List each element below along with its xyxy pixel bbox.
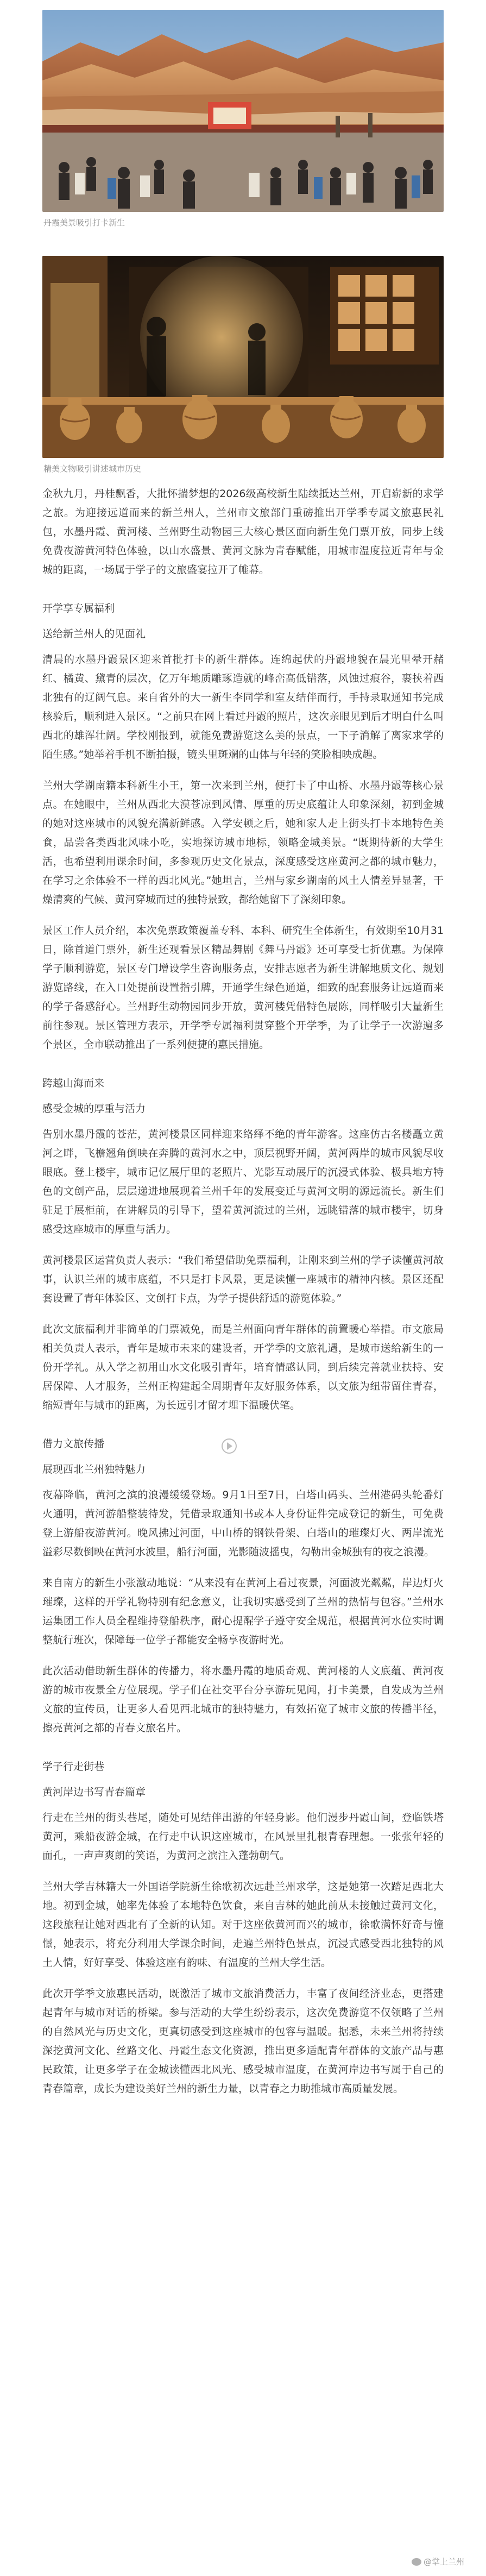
section-heading: 开学享专属福利 [42,602,115,614]
section-paragraph: 此次开学季文旅惠民活动，既激活了城市文旅消费活力，丰富了夜间经济业态，更搭建起青年与城市对话的桥梁。参与活动的大学生纷纷表示，这次免费游览不仅领略了兰州的自然风光与历史文化，更真切感受到这座城市的包容与温暖。据悉，未来兰州将持续深挖黄河文化、丝路文化、丹霞生态文化资源，推出更多适配青年群体的文旅产品与惠民政策，让更多学子在金城读懂西北风光、感受城市温度，在黄河岸边书写属于自己的青春篇章，成长为建设美好兰州的新生力量，以青春之力助推城市高质量发展。 [42,1988,444,2095]
section-paragraph: 兰州大学吉林籍大一外国语学院新生徐歌初次远赴兰州求学，这是她第一次踏足西北大地。初到金城，她率先体验了本地特色饮食，来自吉林的她此前从未接触过黄河文化，这段旅程让她对西北有了全新的认知。对于这座依黄河而兴的城市，徐歌满怀好奇与憧憬，她表示，将充分利用大学课余时间，走遍兰州特色景点，沉浸式感受西北独特的风土人情，好好享受、体验这座有韵味、有温度的兰州大学生活。 [42,1881,444,1969]
section-paragraph: 兰州大学湖南籍本科新生小王，第一次来到兰州，便打卡了中山桥、水墨丹霞等核心景点。在她眼中，兰州从西北大漠苍凉到风情、厚重的历史底蕴让人印象深刻，初到金城的她对这座城市的风貌充满新鲜感。入学安顿之后，她和家人走上街头打卡本地特色美食，品尝各类西北风味小吃，实地探访城市地标，领略金城美景。“既期待新的大学生活，也希望利用课余时间，多参观历史文化景点，深度感受这座黄河之都的城市魅力，在学习之余体验不一样的西北风光。”她坦言，兰州与家乡湖南的风土人情差异显著，干燥清爽的气候、黄河穿城而过的独特景致，都给她留下了深刻印象。 [42,780,444,906]
section-paragraph [42,1320,444,1415]
section-heading: 跨越山海而来 [42,1077,105,1089]
section-paragraph-text: 此次文旅福利并非简单的门票减免，而是兰州面向青年群体的前置暖心举措。市文旅局相关负责人表示，青年是城市未来的建设者，开学季的文旅礼遇，是城市送给新生的一份开学礼。从入学之初用山水文化吸引青年，培育情感认同，到后续完善就业扶持、安居保障、人才服务，兰州正构建起全周期青年友好服务体系，以文旅为纽带留住青春，缩短青年与城市的距离，为长远引才留才埋下温暖伏笔。 [42,1323,444,1411]
section-heading: 借力文旅传播 [42,1438,105,1450]
section-paragraph: 清晨的水墨丹霞景区迎来首批打卡的新生群体。连绵起伏的丹霞地貌在晨光里晕开赭红、橘黄、黛青的层次，亿万年地质雕琢造就的峰峦高低错落，风蚀过痕谷，裹挟着西北独有的辽阔气息。来自省外的大一新生李同学和室友结伴而行，手持录取通知书完成核验后，顺利进入景区。“之前只在网上看过丹霞的照片，这次亲眼见到后才明白什么叫西北的雄浑壮阔。学校刚报到，就能免费游览这么美的景点，一下子消解了离家求学的陌生感。”她举着手机不断拍摄，镜头里斑斓的山体与年轻的笑脸相映成趣。 [42,654,444,761]
section-paragraph: 此次活动借助新生群体的传播力，将水墨丹霞的地质奇观、黄河楼的人文底蕴、黄河夜游的城市夜景全方位展现。学子们在社交平台分享游玩见闻，打卡美景，自发成为兰州文旅的宣传员，让更多人看见西北城市的独特魅力，有效拓宽了城市文旅的传播半径，擦亮黄河之都的青春文旅名片。 [42,1665,444,1734]
danxia-landscape-image [42,10,444,212]
section-subheading: 黄河岸边书写青春篇章 [42,1786,146,1798]
source-watermark [412,2556,464,2567]
danxia-photo [42,10,444,212]
section-subheading: 展现西北兰州独特魅力 [42,1463,146,1475]
section-paragraph: 行走在兰州的街头巷尾，随处可见结伴出游的年轻身影。他们漫步丹霞山间，登临铁塔黄河，乘船夜游金城，在行走中认识这座城市，在风景里扎根青春理想。一张张年轻的面孔，一声声爽朗的笑语，为黄河之滨注入蓬勃朝气。 [42,1812,444,1862]
museum-photo [42,256,444,458]
photo-caption-1: 丹霞美景吸引打卡新生 [43,218,125,228]
museum-artifacts-image [42,256,444,458]
weibo-icon [412,2558,421,2566]
section-paragraph: 景区工作人员介绍，本次免票政策覆盖专科、本科、研究生全体新生，有效期至10月31日，除首道门票外，新生还观看景区精品舞剧《舞马丹霞》还可享受七折优惠。为保障学子顺利游览，景区专门增设学生咨询服务点，安排志愿者为新生讲解地质文化、规划游览路线，在入口处提前设置指引牌，开通学生绿色通道，细致的配套服务让远道而来的学子备感舒心。兰州野生动物园同步开放，黄河楼凭借特色展陈，同样吸引大量新生前往参观。景区管理方表示，开学季专属福利贯穿整个开学季，为了让学子一次游遍多个景区，全市联动推出了一系列便捷的惠民措施。 [42,925,444,1051]
section-paragraph: 黄河楼景区运营负责人表示：“我们希望借助免票福利，让刚来到兰州的学子读懂黄河故事，认识兰州的城市底蕴，不只是打卡风景，更是读懂一座城市的精神内核。景区还配套设置了青年体验区、文创打卡点，为学子提供舒适的游览体验。” [42,1254,444,1304]
intro-paragraph: 金秋九月，丹桂飘香，大批怀揣梦想的2026级高校新生陆续抵达兰州，开启崭新的求学之旅。为迎接远道而来的新兰州人，兰州市文旅部门重磅推出开学季专属文旅惠民礼包，水墨丹霞、黄河楼、兰州野生动物园三大核心景区面向新生免门票开放，同步上线免费夜游黄河特色体验，以山水盛景、黄河文脉为青春赋能，用城市温度拉近青年与金城的距离，一场属于学子的文旅盛宴拉开了帷幕。 [42,488,444,576]
section-paragraph: 告别水墨丹霞的苍茫，黄河楼景区同样迎来络绎不绝的青年游客。这座仿古名楼矗立黄河之畔，飞檐翘角倒映在奔腾的黄河水之中，顶层视野开阔，黄河两岸的城市风貌尽收眼底。登上楼宇，城市记忆展厅里的老照片、光影互动展厅的沉浸式体验、极具地方特色的文创产品，层层递进地展现着兰州千年的发展变迁与黄河文明的源远流长。新生们驻足于展柜前，在讲解员的引导下，望着黄河流过的兰州，远眺错落的城市楼宇，切身感受这座城市的厚重与活力。 [42,1128,444,1235]
section-subheading: 感受金城的厚重与活力 [42,1103,146,1115]
section-paragraph: 来自南方的新生小张激动地说：“从来没有在黄河上看过夜景，河面波光粼粼，岸边灯火璀璨，这样的开学礼物特别有纪念意义，让我切实感受到了兰州的热情与包容。”兰州水运集团工作人员全程维持登船秩序，耐心提醒学子遵守安全规范，根据黄河水位实时调整航行班次，保障每一位学子都能安全畅享夜游时光。 [42,1577,444,1646]
section-paragraph: 夜幕降临，黄河之滨的浪漫缓缓登场。9月1日至7日，白塔山码头、兰州港码头轮番灯火通明，黄河游船整装待发，凭借录取通知书或本人身份证件完成登记的新生，可免费登上游船夜游黄河。晚风拂过河面，中山桥的钢铁骨架、白塔山的璀璨灯火、两岸流光溢彩尽数倒映在黄河水波里，船行河面，光影随波摇曳，勾勒出金城独有的夜之浪漫。 [42,1489,444,1558]
section-subheading: 送给新兰州人的见面礼 [42,628,146,640]
photo-caption-2: 精美文物吸引讲述城市历史 [43,464,142,474]
section-heading: 学子行走街巷 [42,1761,105,1773]
watermark-text: @掌上兰州 [423,2557,464,2567]
video-play-icon[interactable] [222,1438,237,1454]
